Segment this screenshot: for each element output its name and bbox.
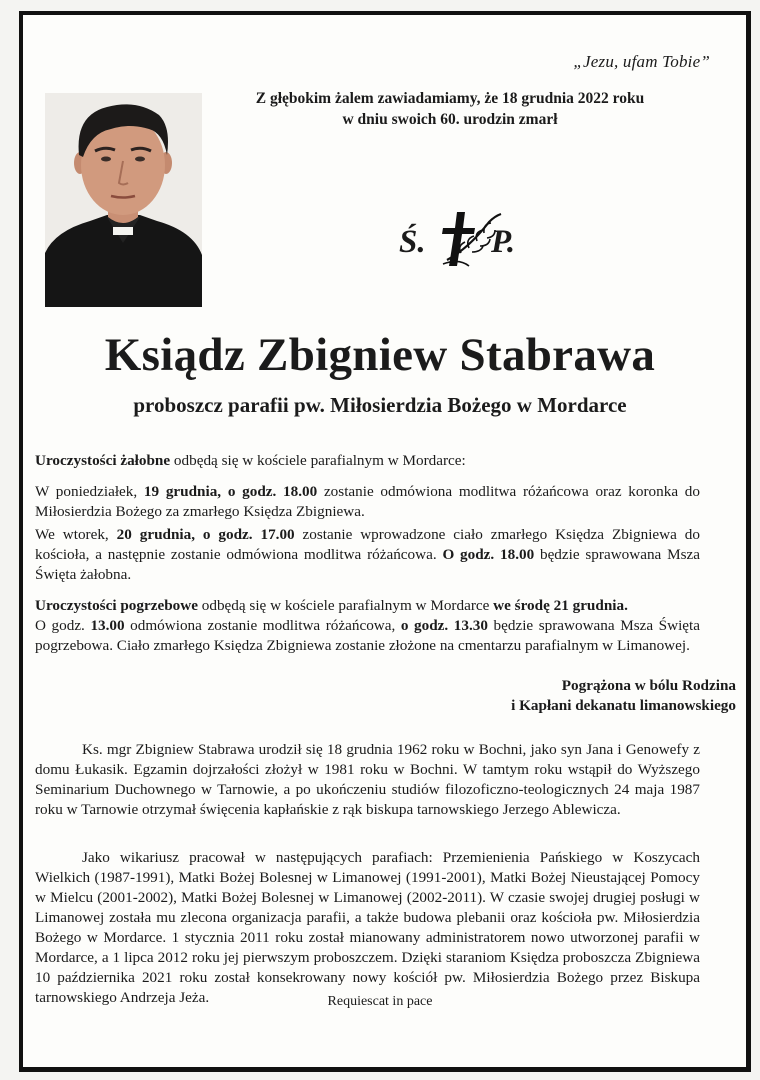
monday-text-c: zostanie odmówiona modlitwa różańcowa oraz koronka do Miłosierdzia Bożego za zmarłego Księdza Zbigniewa. (35, 483, 700, 520)
tuesday-text-e: będzie sprawowana Msza Święta żałobna. (35, 546, 700, 583)
funeral-mass-time: o godz. 13.30 (400, 617, 488, 634)
requiescat-line: Requiescat in pace (327, 994, 433, 1009)
sp-mark-right: P. (491, 224, 516, 260)
monday-text-a: W poniedziałek, (35, 483, 144, 500)
portrait-photo (45, 93, 202, 307)
funeral-text-h: będzie sprawowana Msza Święta pogrzebowa. Ciało zmarłego Księdza Zbigniewa zostanie złożone na cmentarzu parafialnym w Limanowej. (35, 617, 701, 654)
funeral-text-b: odbędą się w kościele parafialnym w Mordarce (197, 597, 494, 614)
intro-bold: Uroczystości żałobne (35, 452, 171, 469)
biography-text-2: Jako wikariusz pracował w następujących parafiach: Przemienienia Pańskiego w Koszycach Wielkich (1987-1991), Matki Bożej Bolesnej w Limanowej (1991-2001), Matki Bożej Nieustającej Pomocy w Mielcu (2001-2002), Matki Bożej Bolesnej w Limanowej (2002-2011). W czasie swojej drugiej posługi w Limanowej została mu zlecona organizacja parafii, a także budowa plebanii oraz kościoła pw. Miłosierdzia Bożego w Mordarce. 1 stycznia 2011 roku został mianowany administratorem nowo utworzonej parafii w Mordarce, a 1 lipca 2012 roku jej pierwszym proboszczem. Dzięki staraniom Księdza proboszcza Zbigniewa 10 października 2021 roku został konsekrowany nowy kościół pw. Miłosierdzia Bożego przez Biskupa tarnowskiego Andrzeja Jeża. (35, 849, 700, 1006)
monday-paragraph (35, 482, 700, 522)
funeral-date: we środę 21 grudnia. (493, 597, 628, 614)
mourners-line-1: Pogrążona w bólu Rodzina (561, 677, 736, 694)
tuesday-date: 20 grudnia, o godz. 17.00 (116, 526, 295, 543)
intro-rest: odbędą się w kościele parafialnym w Mordarce: (170, 452, 466, 469)
funeral-text-d: O godz. (35, 617, 91, 634)
sp-mark-left: Ś. (399, 224, 426, 260)
biography-text-1: Ks. mgr Zbigniew Stabrawa urodził się 18 grudnia 1962 roku w Bochni, jako syn Jana i Genowefy z domu Łukasik. Egzamin dojrzałości złożył w 1981 roku w Bochni. W tamtym roku wstąpił do Wyższego Seminarium Duchownego w Tarnowie, a po ukończeniu studiów filozoficzno-teologicznych 24 maja 1987 roku w Tarnowie otrzymał święcenia kapłańskie z rąk biskupa tarnowskiego Jerzego Ablewicza. (35, 741, 700, 818)
tuesday-paragraph (35, 525, 700, 585)
sp-mark (373, 198, 523, 268)
motto: „Jezu, ufam Tobie” (573, 52, 710, 71)
announcement-line-2: w dniu swoich 60. urodzin zmarł (342, 111, 558, 128)
tuesday-text-c: zostanie wprowadzone ciało zmarłego Księdza Zbigniewa do kościoła, a następnie zostanie odmówiona modlitwa różańcowa. (35, 526, 700, 563)
biography-paragraph-1 (35, 740, 700, 820)
tuesday-text-a: We wtorek, (35, 526, 117, 543)
monday-date: 19 grudnia, o godz. 18.00 (143, 483, 318, 500)
tuesday-mass-time: O godz. 18.00 (442, 546, 535, 563)
funeral-heading: Uroczystości pogrzebowe (35, 597, 198, 614)
ceremonies-intro (35, 451, 700, 471)
announcement-line-1: Z głębokim żalem zawiadamiamy, że 18 grudnia 2022 roku (255, 90, 645, 107)
funeral-text-f: odmówiona zostanie modlitwa różańcowa, (124, 617, 401, 634)
biography-paragraph-2 (35, 848, 700, 1008)
death-announcement (210, 88, 690, 130)
deceased-title: proboszcz parafii pw. Miłosierdzia Bożego w Mordarce (133, 393, 627, 417)
funeral-paragraph (35, 596, 700, 656)
mourners-signature (511, 676, 736, 716)
priest-portrait-image (45, 93, 202, 307)
deceased-name: Ksiądz Zbigniew Stabrawa (104, 329, 656, 381)
funeral-rosary-time: 13.00 (90, 617, 125, 634)
mourners-line-2: i Kapłani dekanatu limanowskiego (511, 697, 736, 714)
